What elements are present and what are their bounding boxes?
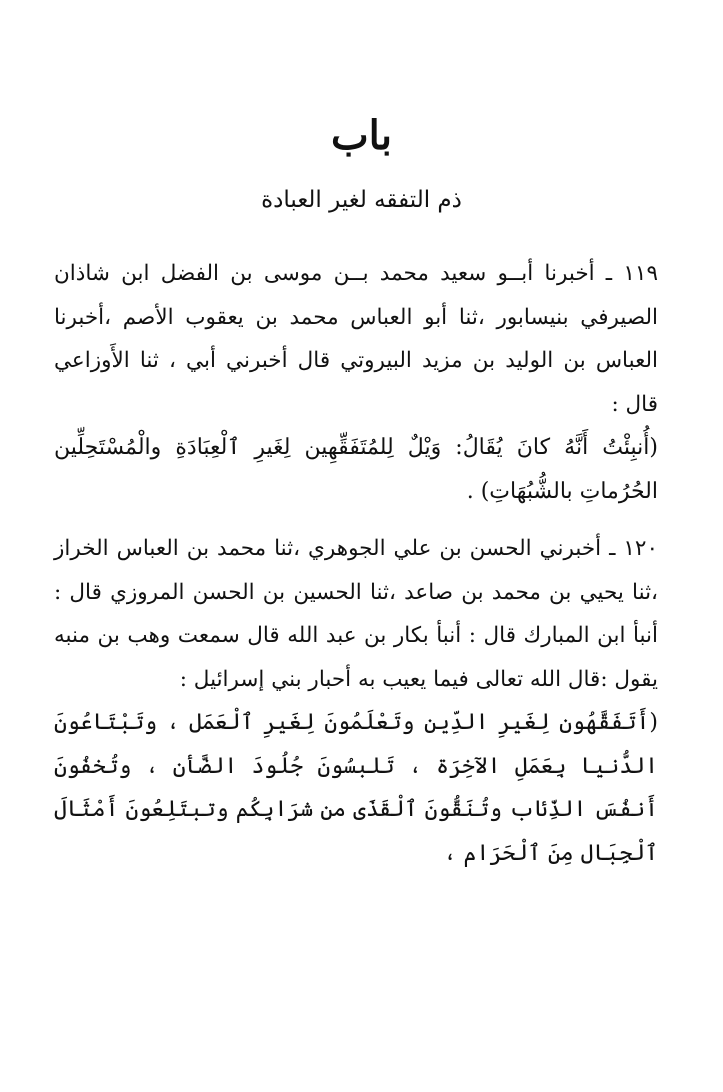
chapter-subtitle: ذم التفقه لغير العبادة — [261, 187, 462, 213]
body-text — [54, 252, 658, 875]
chapter-title: باب — [331, 112, 392, 159]
quotation-hadith-119: (أُنبِئْتُ أَنَّهُ كانَ يُقَالُ: وَيْلٌ لِلمُتَفَقِّهِين لِغَيرِ ٱلْعِبَادَةِ والْمُسْتَحِلِّين الحُرُماتِ بالشُّبُهَاتِ) . — [54, 435, 658, 504]
paragraph-hadith-119: ١١٩ ـ أخبرنا أبــو سعيد محمد بــن موسى بن الفضل ابن شاذان الصيرفي بنيسابور ،ثنا أبو العباس محمد بن يعقوب الأصم ،أخبرنا العباس بن الوليد بن مزيد البيروتي قال أخبرني أبي ، ثنا الأَوزاعي قال : — [54, 261, 658, 417]
paragraph-hadith-120: ١٢٠ ـ أخبرني الحسن بن علي الجوهري ،ثنا محمد بن العباس الخراز ،ثنا يحيي بن محمد بن صاعد ،ثنا الحسين بن الحسن المروزي قال : أنبأ ابن المبارك قال : أنبأ بكار بن عبد الله قال سمعت وهب بن منبه يقول :قال الله تعالى فيما يعيب به أحبار بني إسرائيل : — [54, 536, 658, 692]
quotation-hadith-120: (أَتَفَقَّهُون لِغَيرِ الدِّين وتَعْلَمُونَ لِغَيرِ ٱلْعَمَل ، وتَبْتَاعُونَ الدُّنيا بِعَمَلِ الآخِرَة ، تَلبسُونَ جُلُودَ الضَّأن ، وتُخفُونَ أَنفُسَ الذِّئاب وتُنَقُّونَ ٱلْقَذَى من شرَابِكُم وتبتَلِعُونَ أَمْثَالَ ٱلْجِبَال مِنَ ٱلْحَرَام ، — [54, 710, 658, 866]
